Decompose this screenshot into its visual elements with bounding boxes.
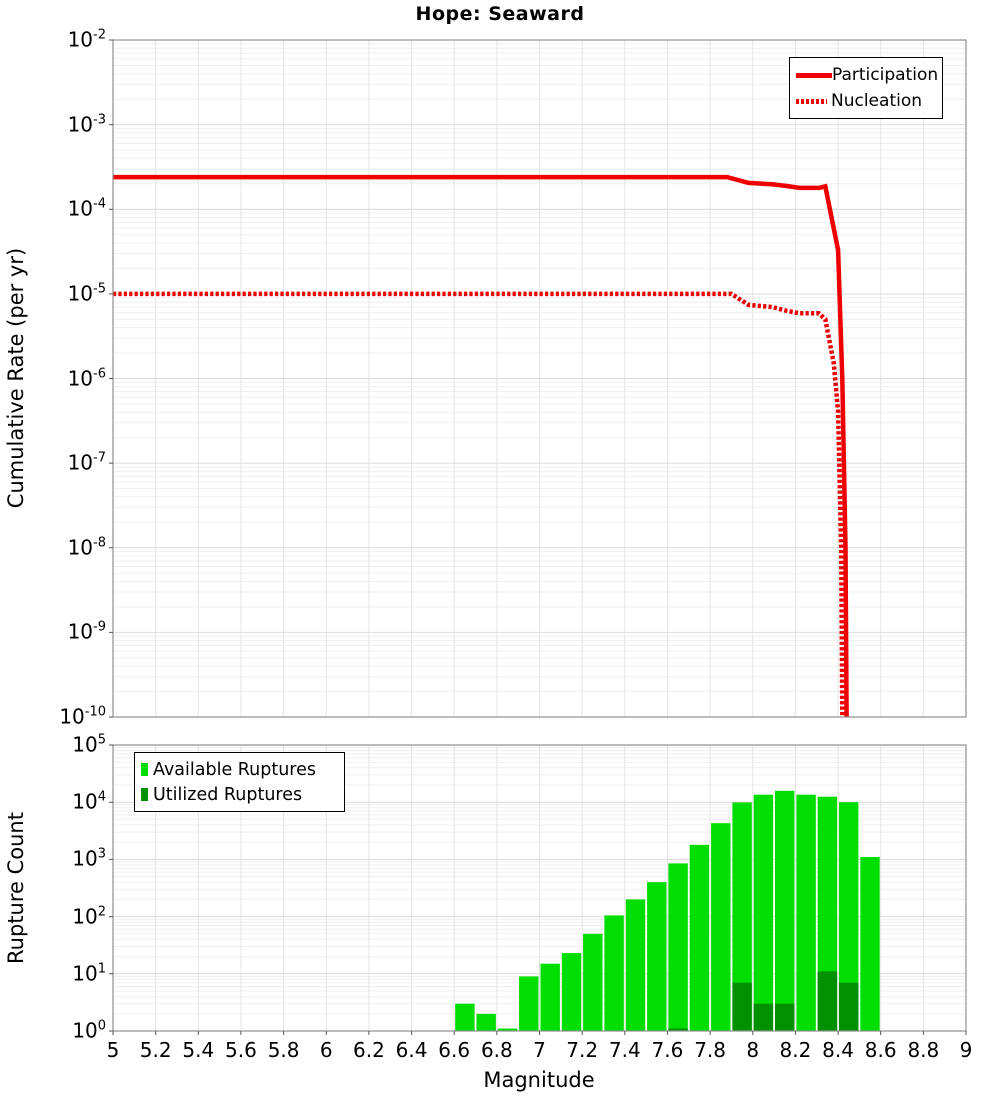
y-tick-label: $10^{-3}$ xyxy=(67,111,106,136)
available-bar xyxy=(754,795,773,1031)
available-bar xyxy=(604,915,623,1031)
y-tick-label: $10^{-4}$ xyxy=(67,196,106,221)
y-tick-label: $10^{-8}$ xyxy=(67,535,106,560)
legend-label-participation: Participation xyxy=(832,65,939,85)
legend-row-nucleation xyxy=(796,88,936,114)
x-tick-label: 9 xyxy=(959,1038,973,1062)
x-tick-label: 8.2 xyxy=(779,1038,812,1062)
x-tick-label: 5.8 xyxy=(267,1038,300,1062)
x-tick-label: 5.2 xyxy=(139,1038,172,1062)
legend-row-available xyxy=(141,757,338,782)
bottom-legend xyxy=(134,752,345,812)
available-bar xyxy=(775,791,794,1031)
top-plot-grid xyxy=(113,40,966,717)
y-tick-label: $10^{-10}$ xyxy=(59,704,106,729)
legend-label-nucleation: Nucleation xyxy=(831,91,923,111)
x-tick-label: 6.2 xyxy=(352,1038,385,1062)
x-tick-label: 5.6 xyxy=(225,1038,257,1062)
available-bar xyxy=(541,964,560,1031)
available-bar xyxy=(711,823,730,1031)
y-tick-label: $10^3$ xyxy=(72,846,106,871)
x-tick-label: 7.8 xyxy=(694,1038,726,1062)
utilized-bar xyxy=(732,983,751,1031)
utilized-bar xyxy=(818,971,837,1031)
x-tick-label: 8.6 xyxy=(864,1038,897,1062)
legend-row-participation xyxy=(796,62,939,88)
available-bar xyxy=(477,1014,496,1031)
available-bar xyxy=(860,857,879,1031)
available-bar xyxy=(519,976,538,1031)
y-tick-label: $10^{-2}$ xyxy=(67,27,106,52)
y-tick-label: $10^1$ xyxy=(72,961,106,986)
utilized-bar xyxy=(754,1004,773,1031)
x-tick-label: 6.8 xyxy=(480,1038,513,1062)
x-tick-label: 6.4 xyxy=(395,1038,428,1062)
x-tick-label: 7.4 xyxy=(608,1038,641,1062)
utilized-ruptures-swatch xyxy=(141,788,148,801)
chart-title: Hope: Seaward xyxy=(415,3,585,25)
available-bar xyxy=(562,953,581,1031)
legend-row-utilized xyxy=(141,782,338,807)
x-tick-label: 6 xyxy=(319,1038,333,1062)
available-bar xyxy=(583,934,602,1031)
x-tick-label: 5.4 xyxy=(182,1038,215,1062)
utilized-bar xyxy=(839,983,858,1031)
available-ruptures-swatch xyxy=(141,763,148,776)
legend-label-available: Available Ruptures xyxy=(153,759,316,780)
available-bar xyxy=(690,845,709,1031)
y-tick-label: $10^4$ xyxy=(72,789,106,814)
available-bar xyxy=(796,795,815,1031)
y-tick-label: $10^{-9}$ xyxy=(67,619,106,644)
y-tick-label: $10^0$ xyxy=(72,1018,106,1043)
y-tick-label: $10^{-6}$ xyxy=(67,365,106,390)
available-bar xyxy=(455,1004,474,1031)
x-tick-label: 7.6 xyxy=(651,1038,684,1062)
x-tick-label: 6.6 xyxy=(438,1038,471,1062)
x-tick-label: 7.2 xyxy=(566,1038,599,1062)
available-bar xyxy=(626,899,645,1031)
y-tick-label: $10^{-5}$ xyxy=(67,281,106,306)
y-tick-label: $10^5$ xyxy=(72,732,106,757)
nucleation-line xyxy=(113,294,842,717)
x-tick-label: 8.8 xyxy=(907,1038,940,1062)
nucleation-line-swatch xyxy=(796,99,827,104)
utilized-bar xyxy=(775,1004,794,1031)
x-tick-label: 8.4 xyxy=(822,1038,854,1062)
bottom-y-axis-label: Rupture Count xyxy=(4,812,28,964)
y-tick-label: $10^{-7}$ xyxy=(67,450,106,475)
available-bar xyxy=(668,863,687,1031)
x-tick-label: 5 xyxy=(106,1038,120,1062)
legend-label-utilized: Utilized Ruptures xyxy=(153,784,303,805)
top-y-axis-label: Cumulative Rate (per yr) xyxy=(4,247,28,509)
x-axis-label: Magnitude xyxy=(483,1068,595,1092)
x-tick-label: 8 xyxy=(746,1038,760,1062)
available-bar xyxy=(647,882,666,1031)
y-tick-label: $10^2$ xyxy=(72,903,106,928)
top-legend xyxy=(789,57,943,119)
x-tick-label: 7 xyxy=(533,1038,546,1062)
participation-line-swatch xyxy=(796,73,832,78)
